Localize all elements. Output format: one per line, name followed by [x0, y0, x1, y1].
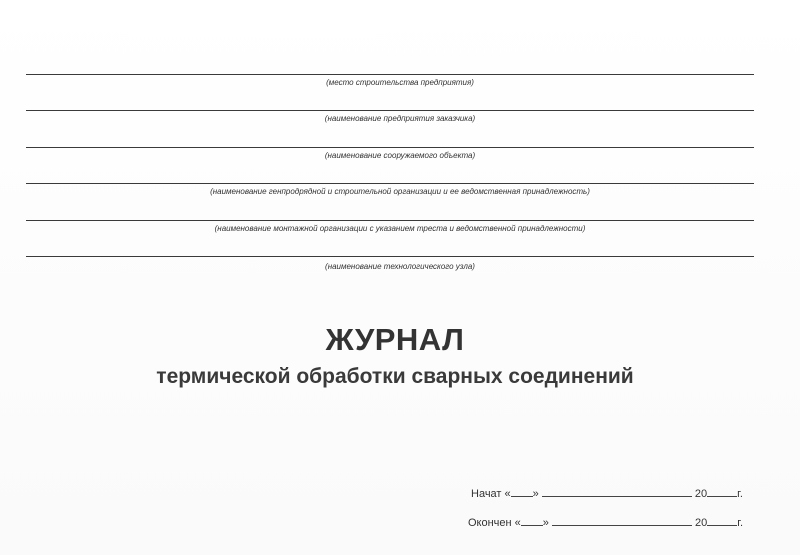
fill-line — [26, 220, 754, 221]
end-date-label: Окончен — [468, 517, 512, 529]
quote-close: » — [532, 488, 539, 500]
field-caption: (наименование генпродрядной и строительной организации и ее ведомственная принадлежность) — [210, 187, 590, 196]
journal-title: ЖУРНАЛ — [325, 322, 465, 357]
year-prefix: 20 — [695, 517, 708, 529]
year-suffix: г. — [737, 517, 744, 529]
quote-open: « — [514, 517, 521, 529]
month-blank — [552, 515, 692, 526]
day-blank — [521, 515, 543, 526]
start-date-row — [471, 486, 743, 500]
month-blank — [542, 486, 692, 497]
field-caption: (наименование технологического узла) — [325, 262, 475, 271]
year-suffix: г. — [737, 488, 743, 500]
journal-subtitle: термической обработки сварных соединений — [156, 365, 634, 388]
fill-line — [26, 256, 754, 257]
fill-line — [26, 183, 754, 184]
start-date-label: Начат — [471, 488, 502, 500]
fill-line — [26, 74, 754, 75]
field-caption: (наименование сооружаемого объекта) — [324, 151, 476, 160]
fill-line — [26, 110, 754, 111]
year-blank — [707, 486, 737, 497]
quote-close: » — [542, 517, 549, 529]
field-caption: (место строительства предприятия) — [326, 78, 474, 87]
year-blank — [707, 515, 737, 526]
quote-open: « — [504, 488, 511, 500]
fill-line — [26, 147, 754, 148]
end-date-row — [468, 515, 743, 529]
field-caption: (наименование предприятия заказчика) — [324, 114, 476, 123]
year-prefix: 20 — [694, 488, 708, 500]
field-caption: (наименование монтажной организации с указанием треста и ведомственной принадлежности) — [214, 224, 586, 233]
day-blank — [511, 486, 533, 497]
